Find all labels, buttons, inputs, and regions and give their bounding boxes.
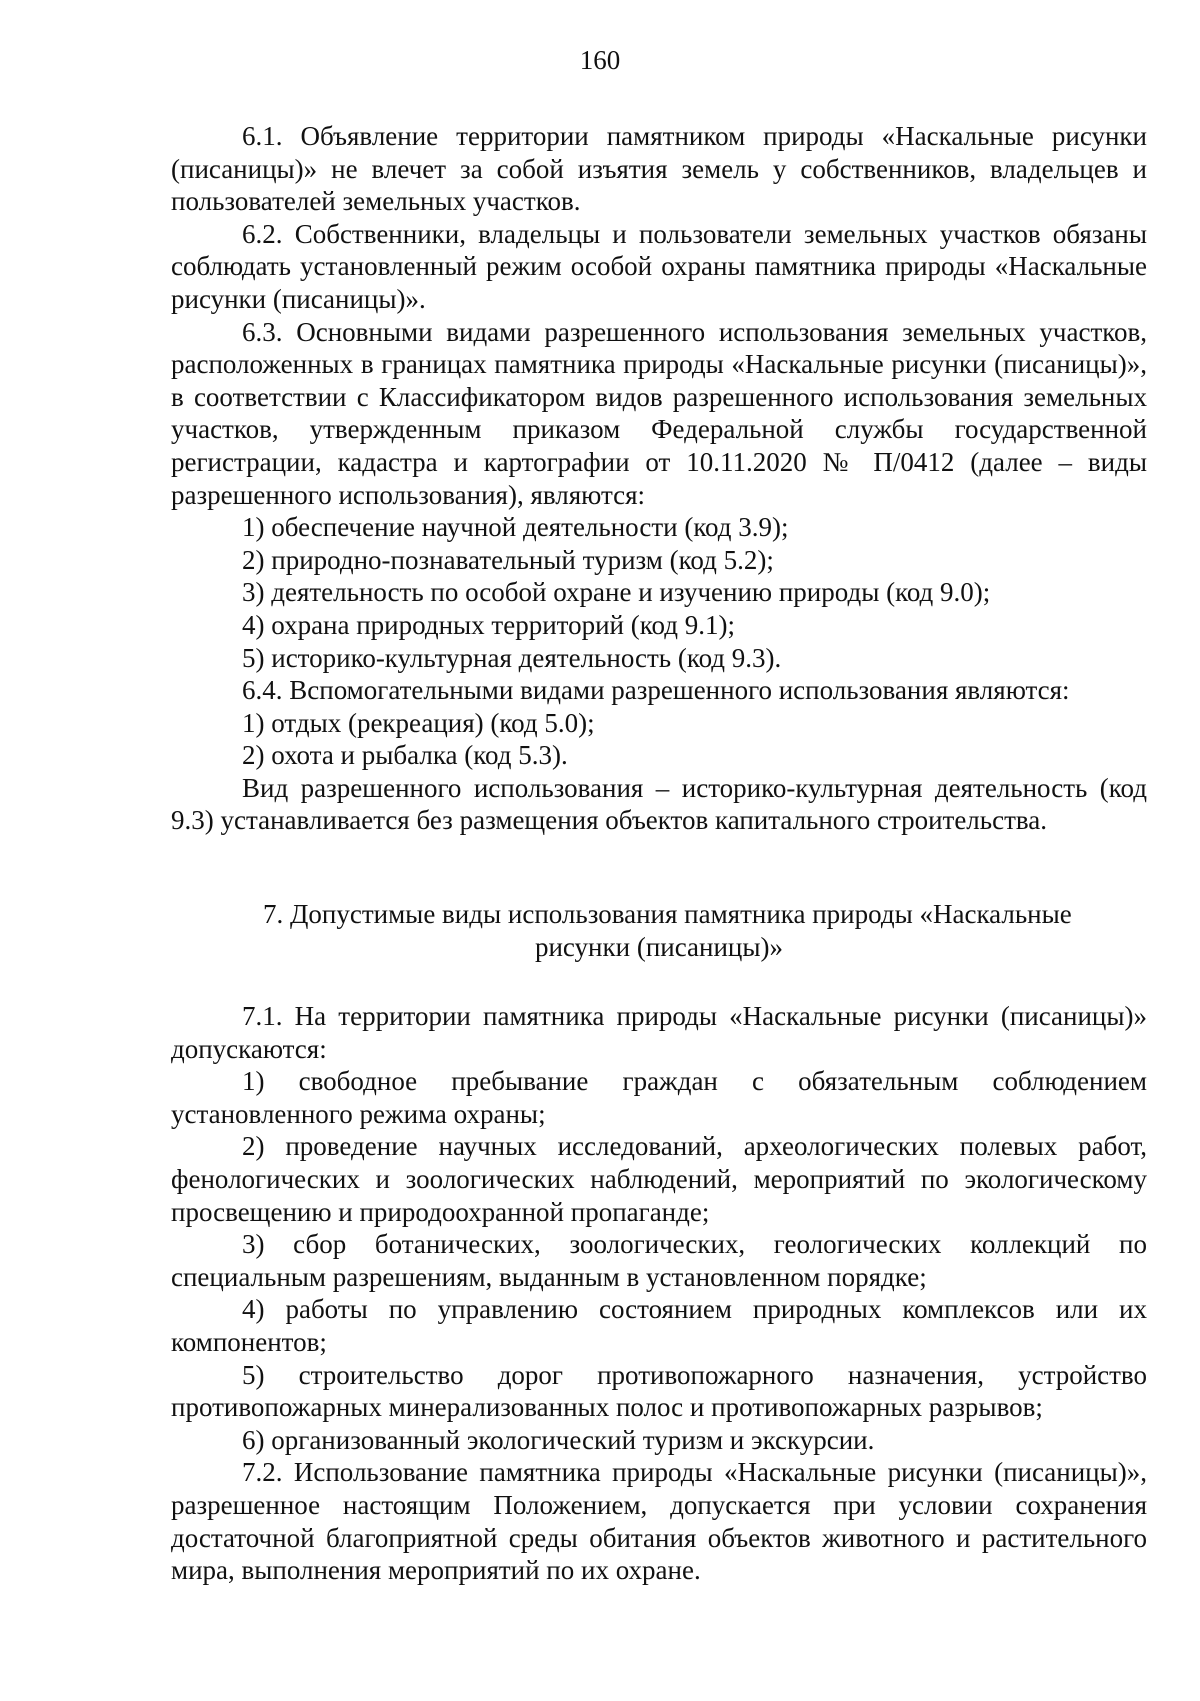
list-item-6-3-2: 2) природно-познавательный туризм (код 5.2); <box>242 544 774 575</box>
page-number: 160 <box>579 45 621 75</box>
list-item-6-4-2: 2) охота и рыбалка (код 5.3). <box>242 740 568 771</box>
section-7-body <box>171 1000 1147 1587</box>
section-7-heading <box>171 898 1147 964</box>
list-item-6-4-1: 1) отдых (рекреация) (код 5.0); <box>242 707 595 738</box>
list-item-7-1-4: 4) работы по управлению состоянием природных комплексов или их компонентов; <box>171 1294 1147 1357</box>
list-item-6-3-1: 1) обеспечение научной деятельности (код 3.9); <box>242 512 789 543</box>
paragraph-7-1: 7.1. На территории памятника природы «Наскальные рисунки (писаницы)» допускаются: <box>171 1001 1147 1064</box>
list-item-7-1-2: 2) проведение научных исследований, археологических полевых работ, фенологических и зоологических наблюдений, мероприятий по экологическому просвещению и природоохранной пропаганде; <box>171 1131 1147 1227</box>
list-item-7-1-6: 6) организованный экологический туризм и экскурсии. <box>242 1424 875 1455</box>
list-item-7-1-5: 5) строительство дорог противопожарного назначения, устройство противопожарных минерализованных полос и противопожарных разрывов; <box>171 1359 1147 1423</box>
paragraph-6-4: 6.4. Вспомогательными видами разрешенного использования являются: <box>242 675 1070 706</box>
paragraph-7-2: 7.2. Использование памятника природы «Наскальные рисунки (писаницы)», разрешенное настоящим Положением, допускается при условии сохранения достаточной благоприятной среды обитания объектов животного и растительного мира, выполнения мероприятий по их охране. <box>171 1457 1147 1586</box>
list-item-7-1-1: 1) свободное пребывание граждан с обязательным соблюдением установленного режима охраны; <box>171 1066 1147 1129</box>
list-item-7-1-3: 3) сбор ботанических, зоологических, геологических коллекций по специальным разрешениям, выданным в установленном порядке; <box>171 1229 1147 1292</box>
paragraph-6-note: Вид разрешенного использования – историко-культурная деятельность (код 9.3) устанавливается без размещения объектов капитального строительства. <box>171 772 1147 836</box>
paragraph-6-3: 6.3. Основными видами разрешенного использования земельных участков, расположенных в границах памятника природы «Наскальные рисунки (писаницы)», в соответствии с Классификатором видов разрешенного использования земельных участков, утвержденным приказом Федеральной службы государственной регистрации, кадастра и картографии от 10.11.2020 № П/0412 (далее – виды разрешенного использования), являются: <box>171 316 1147 510</box>
list-item-6-3-5: 5) историко-культурная деятельность (код 9.3). <box>242 642 782 673</box>
section-7-heading-line-1: 7. Допустимые виды использования памятника природы «Наскальные <box>263 899 1072 929</box>
paragraph-6-2: 6.2. Собственники, владельцы и пользователи земельных участков обязаны соблюдать установленный режим особой охраны памятника природы «Наскальные рисунки (писаницы)». <box>171 218 1147 314</box>
list-item-6-3-4: 4) охрана природных территорий (код 9.1); <box>242 609 735 640</box>
list-item-6-3-3: 3) деятельность по особой охране и изучению природы (код 9.0); <box>242 577 991 608</box>
paragraph-6-1: 6.1. Объявление территории памятником природы «Наскальные рисунки (писаницы)» не влечет за собой изъятия земель у собственников, владельцев и пользователей земельных участков. <box>171 121 1147 217</box>
section-7-heading-line-2: рисунки (писаницы)» <box>534 932 783 962</box>
section-6-body <box>171 120 1147 837</box>
